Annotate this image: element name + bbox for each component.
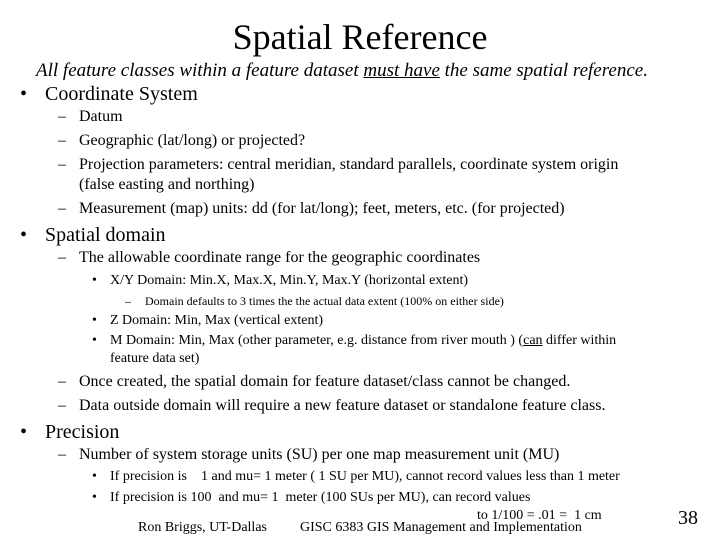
precision-100-item: If precision is 100 and mu= 1 meter (100 SUs per MU), can record values (110, 490, 531, 505)
footer-course: GISC 6383 GIS Management and Implementation (300, 520, 582, 535)
precision-label: Precision (45, 421, 120, 443)
coordinate-system-label: Coordinate System (45, 83, 198, 105)
dash-marker: – (58, 200, 66, 217)
subtitle-underlined: must have (363, 60, 440, 81)
projection-item: Projection parameters: central meridian, standard parallels, coordinate system origin (79, 156, 619, 173)
xy-domain-note: Domain defaults to 3 times the the actual data extent (100% on either side) (145, 294, 504, 308)
domain-created-item: Once created, the spatial domain for feature dataset/class cannot be changed. (79, 373, 571, 390)
page-title: Spatial Reference (232, 17, 488, 57)
units-item: Measurement (map) units: dd (for lat/long); feet, meters, etc. (for projected) (79, 200, 565, 217)
projection-item-cont: (false easting and northing) (79, 176, 255, 193)
dash-marker: – (58, 132, 66, 149)
datum-item: Datum (79, 108, 123, 125)
m-domain-before: M Domain: Min, Max (other parameter, e.g. distance from river mouth ) ( (110, 333, 524, 348)
z-domain-item: Z Domain: Min, Max (vertical extent) (110, 313, 324, 328)
m-domain-item (110, 333, 616, 349)
dash-marker: – (58, 108, 66, 125)
precision-100-item-cont: to 1/100 = .01 = 1 cm (477, 508, 602, 523)
m-domain-after: differ within (542, 333, 617, 348)
outside-domain-item: Data outside domain will require a new feature dataset or standalone feature class. (79, 397, 606, 414)
dot-marker: • (92, 273, 97, 288)
subtitle-after: the same spatial reference. (439, 60, 648, 81)
dot-marker: • (92, 469, 97, 484)
dash-marker: – (58, 397, 66, 414)
m-domain-item-cont: feature data set) (110, 351, 200, 366)
bullet-marker: • (20, 421, 28, 443)
dot-marker: • (92, 333, 97, 348)
dot-marker: • (92, 313, 97, 328)
subtitle (36, 60, 648, 82)
dash-marker: – (58, 446, 66, 463)
subtitle-before: All feature classes within a feature dataset (36, 60, 364, 81)
bullet-marker: • (20, 224, 28, 246)
dash-marker: – (58, 249, 66, 266)
geographic-item: Geographic (lat/long) or projected? (79, 132, 306, 149)
bullet-marker: • (20, 83, 28, 105)
xy-domain-item: X/Y Domain: Min.X, Max.X, Min.Y, Max.Y (horizontal extent) (110, 273, 468, 288)
spatial-domain-label: Spatial domain (45, 224, 166, 246)
su-item: Number of system storage units (SU) per one map measurement unit (MU) (79, 446, 560, 463)
dash-marker: – (58, 373, 66, 390)
page-number: 38 (678, 507, 698, 529)
m-domain-underlined: can (523, 333, 543, 348)
range-item: The allowable coordinate range for the geographic coordinates (79, 249, 481, 266)
dash-marker: – (58, 156, 66, 173)
dot-marker: • (92, 490, 97, 505)
dash-marker: – (125, 294, 131, 308)
precision-1-item: If precision is 1 and mu= 1 meter ( 1 SU per MU), cannot record values less than 1 meter (110, 469, 620, 484)
footer-author: Ron Briggs, UT-Dallas (138, 520, 267, 535)
